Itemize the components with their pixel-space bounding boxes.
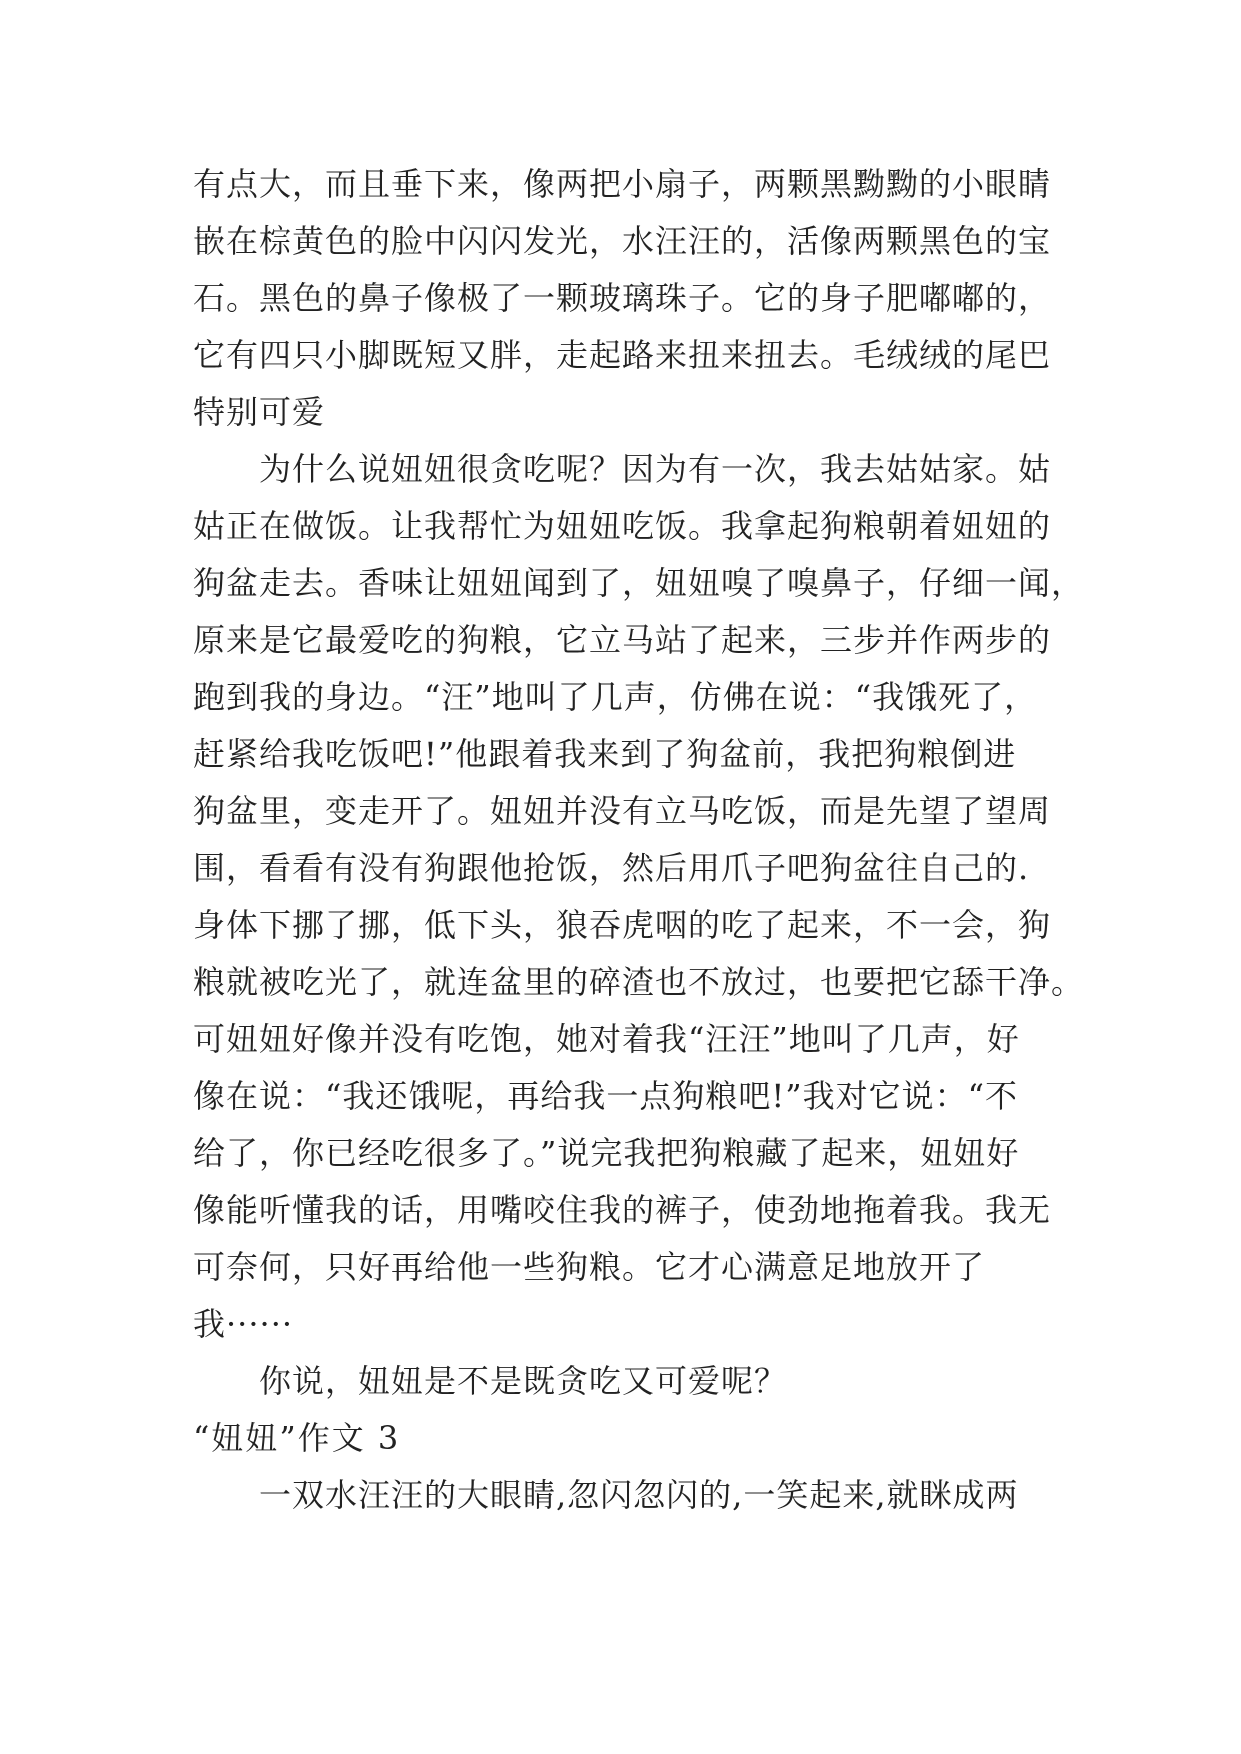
paragraph-1 [193, 156, 1073, 441]
text-line: 石。黑色的鼻子像极了一颗玻璃珠子。它的身子肥嘟嘟的， [193, 279, 1052, 317]
paragraph-4 [193, 1467, 1073, 1524]
text-line: 像能听懂我的话，用嘴咬住我的裤子，使劲地拖着我。我无 [193, 1191, 1052, 1229]
text-line: 嵌在棕黄色的脸中闪闪发光，水汪汪的，活像两颗黑色的宝 [193, 222, 1052, 260]
text-line: 给了，你已经吃很多了。”说完我把狗粮藏了起来，妞妞好 [193, 1134, 1020, 1172]
text-line: 像在说：“我还饿呢，再给我一点狗粮吧!”我对它说：“不 [193, 1077, 1018, 1115]
text-line: 可奈何，只好再给他一些狗粮。它才心满意足地放开了 [193, 1248, 986, 1286]
text-line: 狗盆走去。香味让妞妞闻到了，妞妞嗅了嗅鼻子，仔细一闻， [193, 564, 1085, 602]
text-line: 有点大，而且垂下来，像两把小扇子，两颗黑黝黝的小眼睛 [193, 165, 1052, 203]
text-line: 原来是它最爱吃的狗粮，它立马站了起来，三步并作两步的 [193, 621, 1052, 659]
text-line: 我······ [193, 1305, 294, 1343]
text-line: 一双水汪汪的大眼睛,忽闪忽闪的,一笑起来,就眯成两 [259, 1476, 1019, 1514]
paragraph-2 [193, 441, 1085, 1353]
section-heading: “妞妞”作文 3 [193, 1419, 401, 1457]
text-line: 围，看看有没有狗跟他抢饭，然后用爪子吧狗盆往自己的. [193, 849, 1030, 887]
document-page [193, 156, 1085, 1524]
text-line: 狗盆里，变走开了。妞妞并没有立马吃饭，而是先望了望周 [193, 792, 1052, 830]
text-line: 粮就被吃光了，就连盆里的碎渣也不放过，也要把它舔干净。 [193, 963, 1085, 1001]
text-line: 身体下挪了挪，低下头，狼吞虎咽的吃了起来，不一会，狗 [193, 906, 1052, 944]
text-line: 跑到我的身边。“汪”地叫了几声，仿佛在说：“我饿死了， [193, 678, 1038, 716]
text-line: 可妞妞好像并没有吃饱，她对着我“汪汪”地叫了几声，好 [193, 1020, 1020, 1058]
text-line: 特别可爱 [193, 393, 326, 431]
text-line: 它有四只小脚既短又胖，走起路来扭来扭去。毛绒绒的尾巴 [193, 336, 1052, 374]
text-line: 你说，妞妞是不是既贪吃又可爱呢？ [259, 1362, 788, 1400]
paragraph-3 [193, 1353, 1073, 1410]
text-line: 为什么说妞妞很贪吃呢？因为有一次，我去姑姑家。姑 [259, 450, 1052, 488]
text-line: 赶紧给我吃饭吧!”他跟着我来到了狗盆前，我把狗粮倒进 [193, 735, 1017, 773]
text-line: 姑正在做饭。让我帮忙为妞妞吃饭。我拿起狗粮朝着妞妞的 [193, 507, 1052, 545]
